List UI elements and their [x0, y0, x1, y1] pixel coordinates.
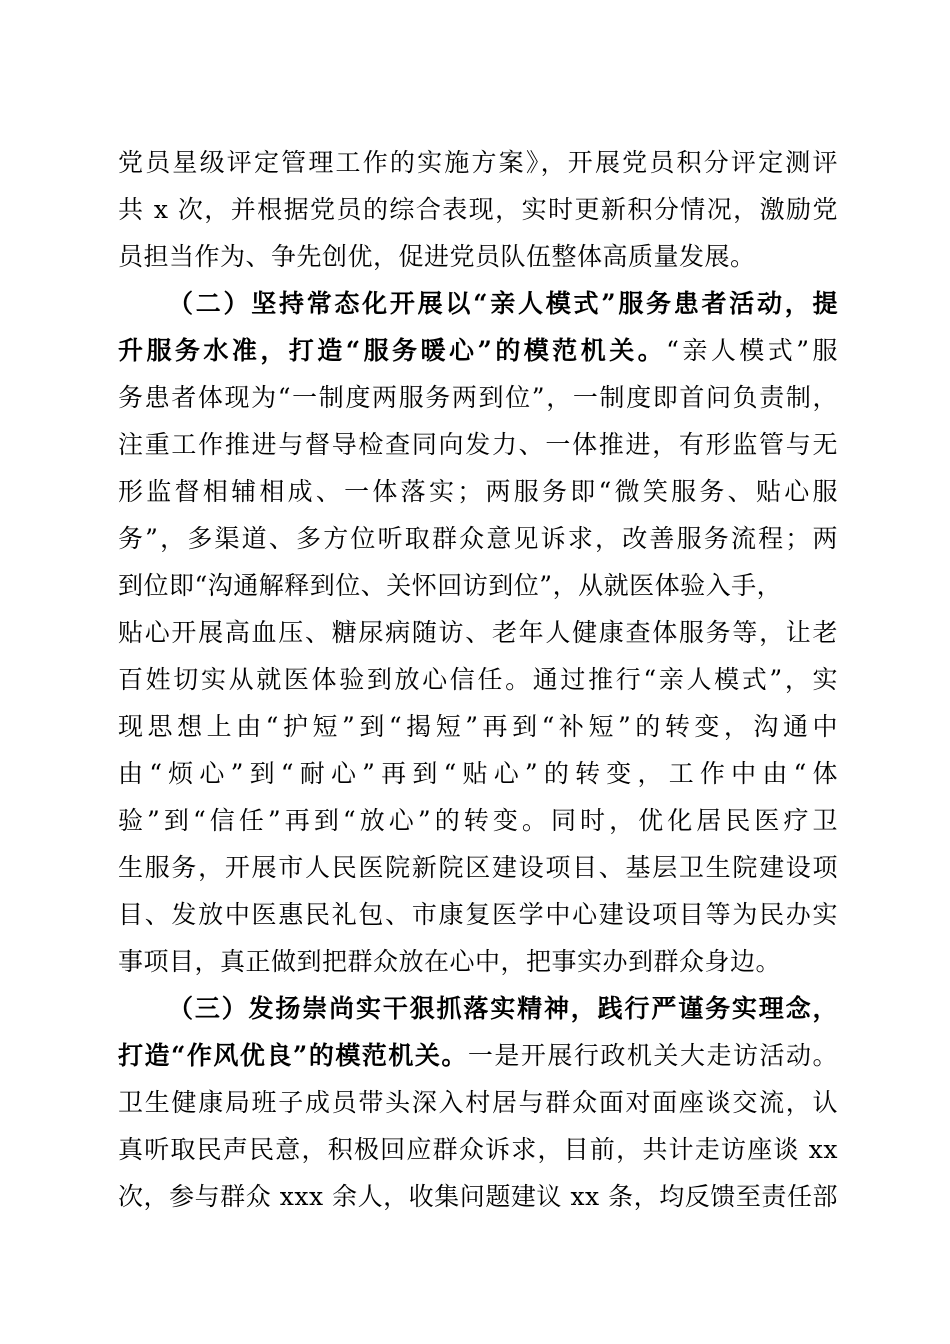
text-line — [118, 1034, 838, 1078]
text-line: 卫生健康局班子成员带头深入村居与群众面对面座谈交流，认 — [118, 1088, 838, 1117]
section-heading-3: （三）发扬崇尚实干狠抓落实精神，践行严谨务实理念， — [168, 994, 838, 1023]
text-line: 贴心开展高血压、糖尿病随访、老年人健康查体服务等，让老 — [118, 618, 838, 647]
text-line: 生服务，开展市人民医院新院区建设项目、基层卫生院建设项 — [118, 853, 838, 882]
text-line: 形监督相辅相成、一体落实；两服务即“微笑服务、贴心服 — [118, 477, 838, 506]
text-line: 共 x 次，并根据党员的综合表现，实时更新积分情况，激励党 — [118, 195, 838, 224]
section-heading-2: （二）坚持常态化开展以“亲人模式”服务患者活动，提 — [168, 289, 838, 318]
text-line — [118, 329, 838, 373]
text-line: 真听取民声民意，积极回应群众诉求，目前，共计走访座谈 xx — [118, 1135, 838, 1164]
text-line: 事项目，真正做到把群众放在心中，把事实办到群众身边。 — [118, 947, 782, 976]
section-heading-3-cont: 打造“作风优良”的模范机关。 — [118, 1041, 468, 1070]
text-line: 注重工作推进与督导检查同向发力、一体推进，有形监管与无 — [118, 430, 838, 459]
text-line: 次，参与群众 xxx 余人，收集问题建议 xx 条，均反馈至责任部 — [118, 1182, 838, 1211]
text-line: 务患者体现为“一制度两服务两到位”，一制度即首问负责制， — [118, 383, 838, 412]
text-line: 由“烦心”到“耐心”再到“贴心”的转变，工作中由“体 — [118, 759, 838, 788]
section-heading-2-cont: 升服务水准，打造“服务暖心”的模范机关。 — [118, 336, 667, 365]
text-line: 员担当作为、争先创优，促进党员队伍整体高质量发展。 — [118, 242, 756, 271]
text-line: 现思想上由“护短”到“揭短”再到“补短”的转变，沟通中 — [118, 712, 838, 741]
text-span: 一是开展行政机关大走访活动。 — [467, 1041, 838, 1070]
text-line: 目、发放中医惠民礼包、市康复医学中心建设项目等为民办实 — [118, 900, 838, 929]
text-line: 到位即“沟通解释到位、关怀回访到位”，从就医体验入手， — [118, 571, 783, 600]
text-line: 百姓切实从就医体验到放心信任。通过推行“亲人模式”，实 — [118, 665, 838, 694]
text-line: 党员星级评定管理工作的实施方案》，开展党员积分评定测评 — [118, 148, 838, 177]
text-span: “亲人模式”服 — [666, 336, 838, 365]
text-line: 验”到“信任”再到“放心”的转变。同时，优化居民医疗卫 — [118, 806, 838, 835]
text-line: 务”，多渠道、多方位听取群众意见诉求，改善服务流程；两 — [118, 524, 838, 553]
